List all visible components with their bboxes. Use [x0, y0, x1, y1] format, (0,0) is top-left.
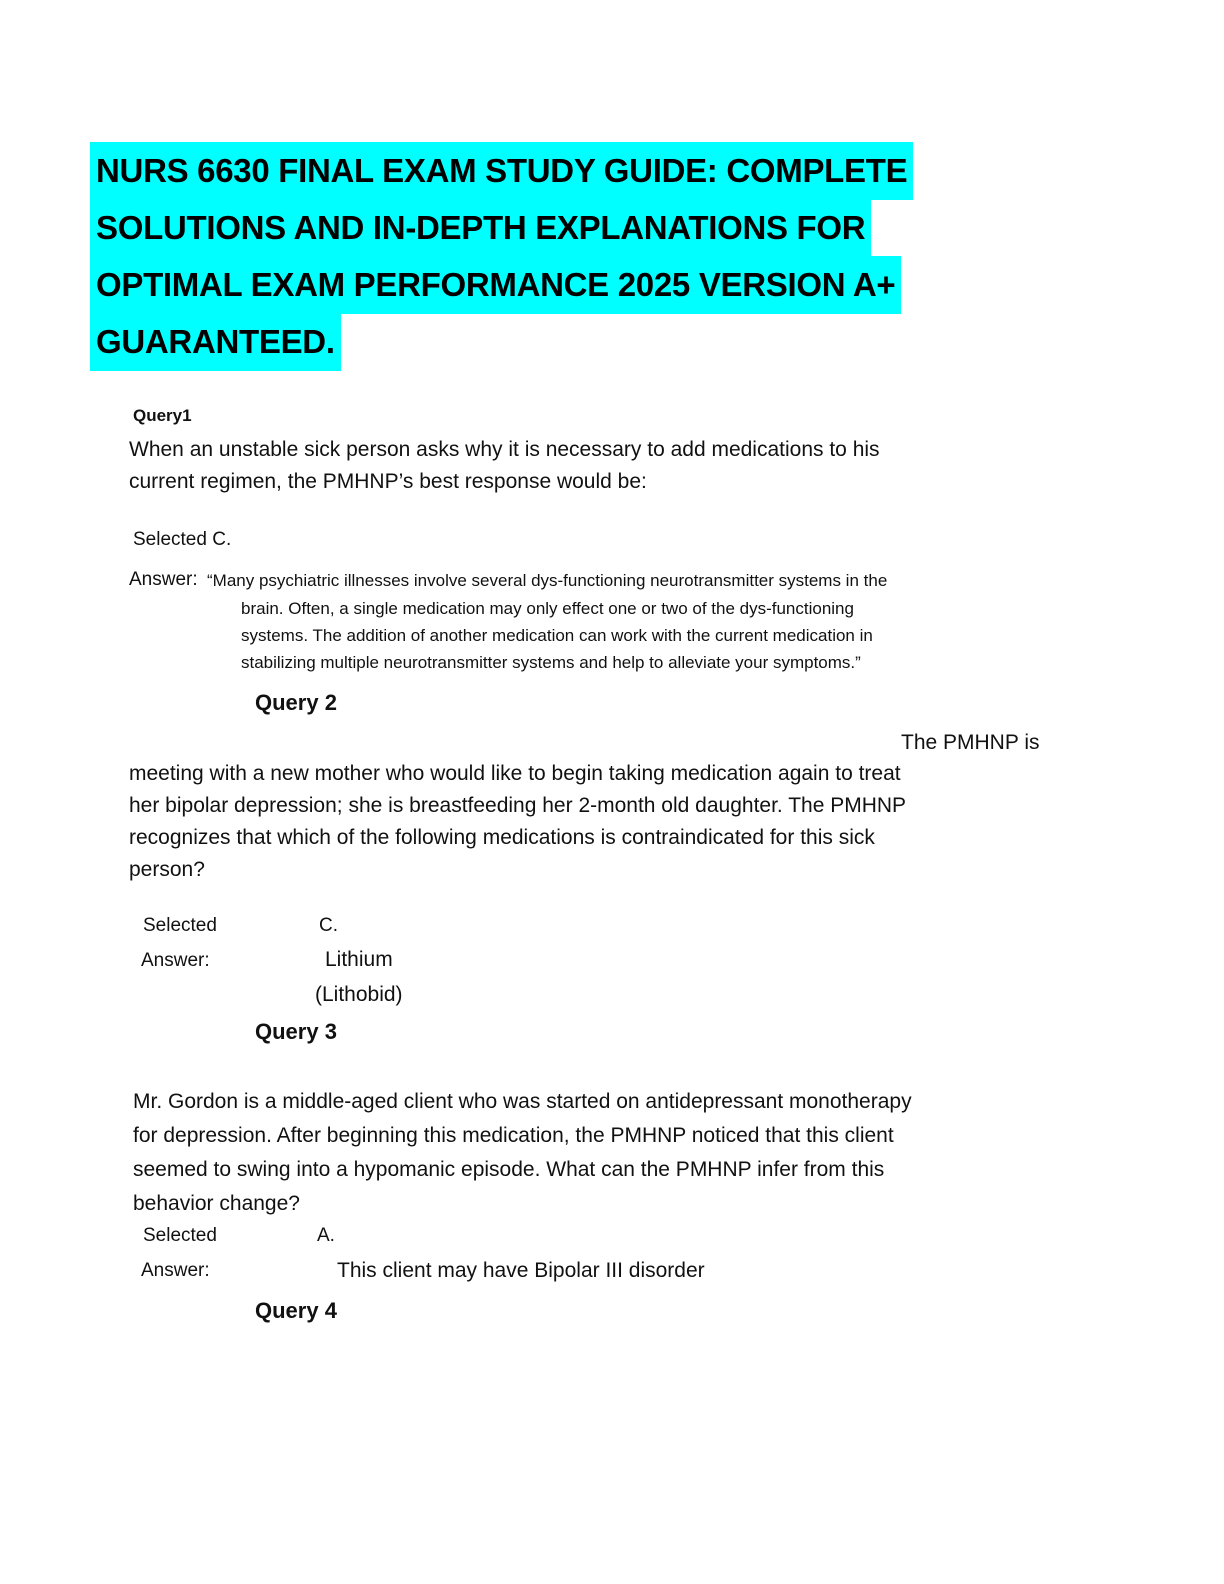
query-3-answer: This client may have Bipolar III disorder [337, 1259, 705, 1282]
query-1-answer-line-3: systems. The addition of another medication can work with the current medication in [241, 626, 873, 645]
query-2-question-line-5: person? [129, 858, 205, 881]
query-2-question-line-2: meeting with a new mother who would like to begin taking medication again to treat [129, 762, 901, 785]
query-3-question-line-3: seemed to swing into a hypomanic episode. What can the PMHNP infer from this [133, 1158, 885, 1181]
query-3-choice: A. [317, 1225, 335, 1246]
query-3-selected-label: Selected [143, 1225, 217, 1246]
title-line-3: OPTIMAL EXAM PERFORMANCE 2025 VERSION A+ [90, 256, 901, 314]
query-3-question-line-2: for depression. After beginning this medication, the PMHNP noticed that this client [133, 1124, 894, 1147]
query-2-selected-label: Selected [143, 915, 217, 936]
query-2-choice: C. [319, 915, 338, 936]
query-2-answer-line-1: Lithium [325, 948, 393, 971]
query-2-question-line-3: her bipolar depression; she is breastfeeding her 2-month old daughter. The PMHNP [129, 794, 907, 817]
query-3-answer-label: Answer: [141, 1260, 210, 1281]
query-3-question-line-4: behavior change? [133, 1192, 300, 1215]
title-line-2: SOLUTIONS AND IN-DEPTH EXPLANATIONS FOR [90, 199, 871, 257]
query-1-answer-line-2: brain. Often, a single medication may only effect one or two of the dys-functioning [241, 599, 854, 618]
query-4-heading: Query 4 [255, 1298, 337, 1323]
query-2-question-line-1: The PMHNP is [901, 731, 1040, 754]
query-2-answer-label: Answer: [141, 950, 210, 971]
query-2-answer-line-2: (Lithobid) [315, 983, 403, 1006]
query-1-answer-line-4: stabilizing multiple neurotransmitter systems and help to alleviate your symptoms.” [241, 653, 861, 672]
query-1-heading: Query1 [133, 406, 192, 425]
title-line-4: GUARANTEED. [90, 313, 341, 371]
query-1-answer-line-1: “Many psychiatric illnesses involve several dys-functioning neurotransmitter systems in the [207, 571, 888, 590]
query-1-question-line-2: current regimen, the PMHNP’s best response would be: [129, 470, 647, 493]
query-2-heading: Query 2 [255, 690, 337, 715]
query-1-selected: Selected C. [133, 529, 232, 550]
query-3-question-line-1: Mr. Gordon is a middle-aged client who was started on antidepressant monotherapy [133, 1090, 912, 1113]
title-line-1: NURS 6630 FINAL EXAM STUDY GUIDE: COMPLETE [90, 142, 913, 200]
query-1-answer-label: Answer: [129, 569, 198, 590]
query-1-question-line-1: When an unstable sick person asks why it is necessary to add medications to his [129, 438, 880, 461]
query-2-question-line-4: recognizes that which of the following medications is contraindicated for this sick [129, 826, 875, 849]
query-3-heading: Query 3 [255, 1019, 337, 1044]
